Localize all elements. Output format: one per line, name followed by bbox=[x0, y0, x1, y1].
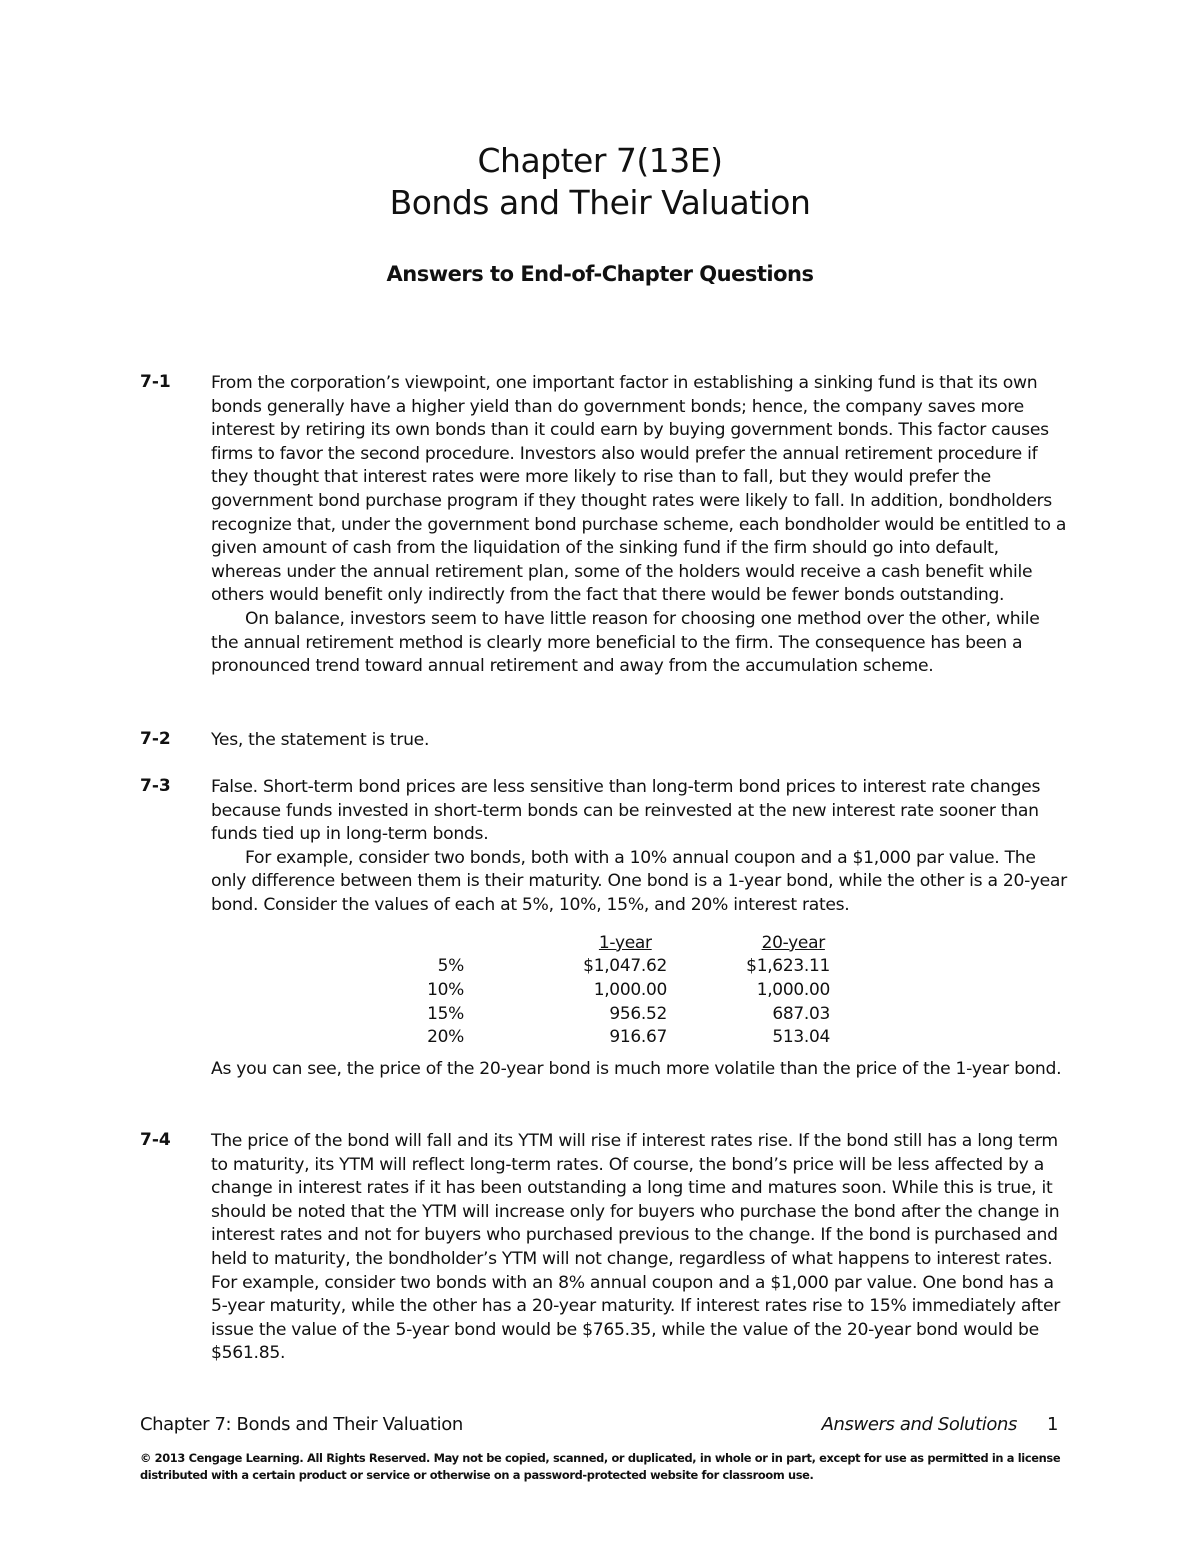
question-number-7-2: 7-2 bbox=[140, 729, 171, 749]
answer-7-4 bbox=[211, 1130, 1071, 1366]
footer-section-label: Answers and Solutions 1 bbox=[821, 1414, 1058, 1435]
answer-7-2 bbox=[211, 729, 1071, 753]
rate-cell: 15% bbox=[427, 1003, 464, 1024]
title-block bbox=[0, 140, 1200, 224]
table-row bbox=[380, 1025, 830, 1049]
rate-cell: 5% bbox=[437, 956, 464, 977]
footer-chapter-label: Chapter 7: Bonds and Their Valuation bbox=[140, 1414, 463, 1435]
copyright-notice: © 2013 Cengage Learning. All Rights Reserved. May not be copied, scanned, or duplicated, in whole or in part, except for use as permitted in a license distributed with a certain product or service or otherwise on a password-protected website for classroom use. bbox=[140, 1451, 1061, 1482]
answer-7-3-conclusion bbox=[211, 1058, 1071, 1082]
table-header-row bbox=[380, 931, 830, 955]
answer-7-3-paragraph-1: False. Short-term bond prices are less sensitive than long-term bond prices to interest rate changes because funds invested in short-term bonds can be reinvested at the new interest rate sooner than funds tied up in long-term bonds. bbox=[211, 777, 1041, 845]
one-year-value-cell: 916.67 bbox=[609, 1027, 667, 1048]
twenty-year-column-header: 20-year bbox=[761, 932, 825, 953]
table-row bbox=[380, 1002, 830, 1026]
table-row bbox=[380, 978, 830, 1002]
answer-7-3-paragraph-2: For example, consider two bonds, both with a 10% annual coupon and a $1,000 par value. The only difference between them is their maturity. One bond is a 1-year bond, while the other is a 20-year bond. Consider the values of each at 5%, 10%, 15%, and 20% interest rates. bbox=[211, 847, 1067, 915]
bond-value-table bbox=[380, 931, 830, 1049]
one-year-value-cell: 1,000.00 bbox=[593, 979, 667, 1000]
answer-7-4-text: The price of the bond will fall and its YTM will rise if interest rates rise. If the bond still has a long term to maturity, its YTM will reflect long-term rates. Of course, the bond’s price will be less affected by a change in interest rates if it has been outstanding a long time and matures soon. While this is true, it should be noted that the YTM will increase only for buyers who purchase the bond after the change in interest rates and not for buyers who purchased previous to the change. If the bond is purchased and held to maturity, the bondholder’s YTM will not change, regardless of what happens to interest rates. For example, consider two bonds with an 8% annual coupon and a $1,000 par value. One bond has a 5-year maturity, while the other has a 20-year maturity. If interest rates rise to 15% immediately after issue the value of the 5-year bond would be $765.35, while the value of the 20-year bond would be $561.85. bbox=[211, 1131, 1061, 1364]
answer-7-1 bbox=[211, 372, 1071, 679]
twenty-year-value-cell: 687.03 bbox=[772, 1003, 830, 1024]
answer-7-3-paragraph-3: As you can see, the price of the 20-year bond is much more volatile than the price of the 1-year bond. bbox=[211, 1059, 1062, 1079]
section-heading: Answers to End-of-Chapter Questions bbox=[386, 262, 814, 286]
rate-cell: 20% bbox=[427, 1027, 464, 1048]
answer-7-1-paragraph-1: From the corporation’s viewpoint, one important factor in establishing a sinking fund is that its own bonds generally have a higher yield than do government bonds; hence, the company saves more interest by retiring its own bonds than it could earn by buying government bonds. This factor causes firms to favor the second procedure. Investors also would prefer the annual retirement procedure if they thought that interest rates were more likely to rise than to fall, but they would prefer the government bond purchase program if they thought rates were likely to fall. In addition, bondholders recognize that, under the government bond purchase scheme, each bondholder would be entitled to a given amount of cash from the liquidation of the sinking fund if the firm should go into default, whereas under the annual retirement plan, some of the holders would receive a cash benefit while others would benefit only indirectly from the fact that there would be fewer bonds outstanding. bbox=[211, 373, 1067, 606]
chapter-title: Chapter 7(13E) bbox=[477, 141, 723, 180]
question-number-7-3: 7-3 bbox=[140, 776, 171, 796]
one-year-column-header: 1-year bbox=[598, 932, 652, 953]
one-year-value-cell: 956.52 bbox=[609, 1003, 667, 1024]
chapter-subtitle: Bonds and Their Valuation bbox=[389, 183, 811, 222]
rate-cell: 10% bbox=[427, 979, 464, 1000]
question-number-7-1: 7-1 bbox=[140, 372, 171, 392]
rate-column-header bbox=[380, 931, 464, 955]
table-row bbox=[380, 955, 830, 979]
question-number-7-4: 7-4 bbox=[140, 1130, 171, 1150]
twenty-year-value-cell: $1,623.11 bbox=[746, 956, 830, 977]
answer-7-1-paragraph-2: On balance, investors seem to have little reason for choosing one method over the other, while the annual retirement method is clearly more beneficial to the firm. The consequence has been a pronounced trend toward annual retirement and away from the accumulation scheme. bbox=[211, 608, 1040, 677]
twenty-year-value-cell: 513.04 bbox=[772, 1027, 830, 1048]
answer-7-2-text: Yes, the statement is true. bbox=[211, 730, 430, 750]
page-number: 1 bbox=[1046, 1414, 1058, 1435]
one-year-value-cell: $1,047.62 bbox=[583, 956, 667, 977]
twenty-year-value-cell: 1,000.00 bbox=[756, 979, 830, 1000]
answer-7-3 bbox=[211, 776, 1071, 918]
